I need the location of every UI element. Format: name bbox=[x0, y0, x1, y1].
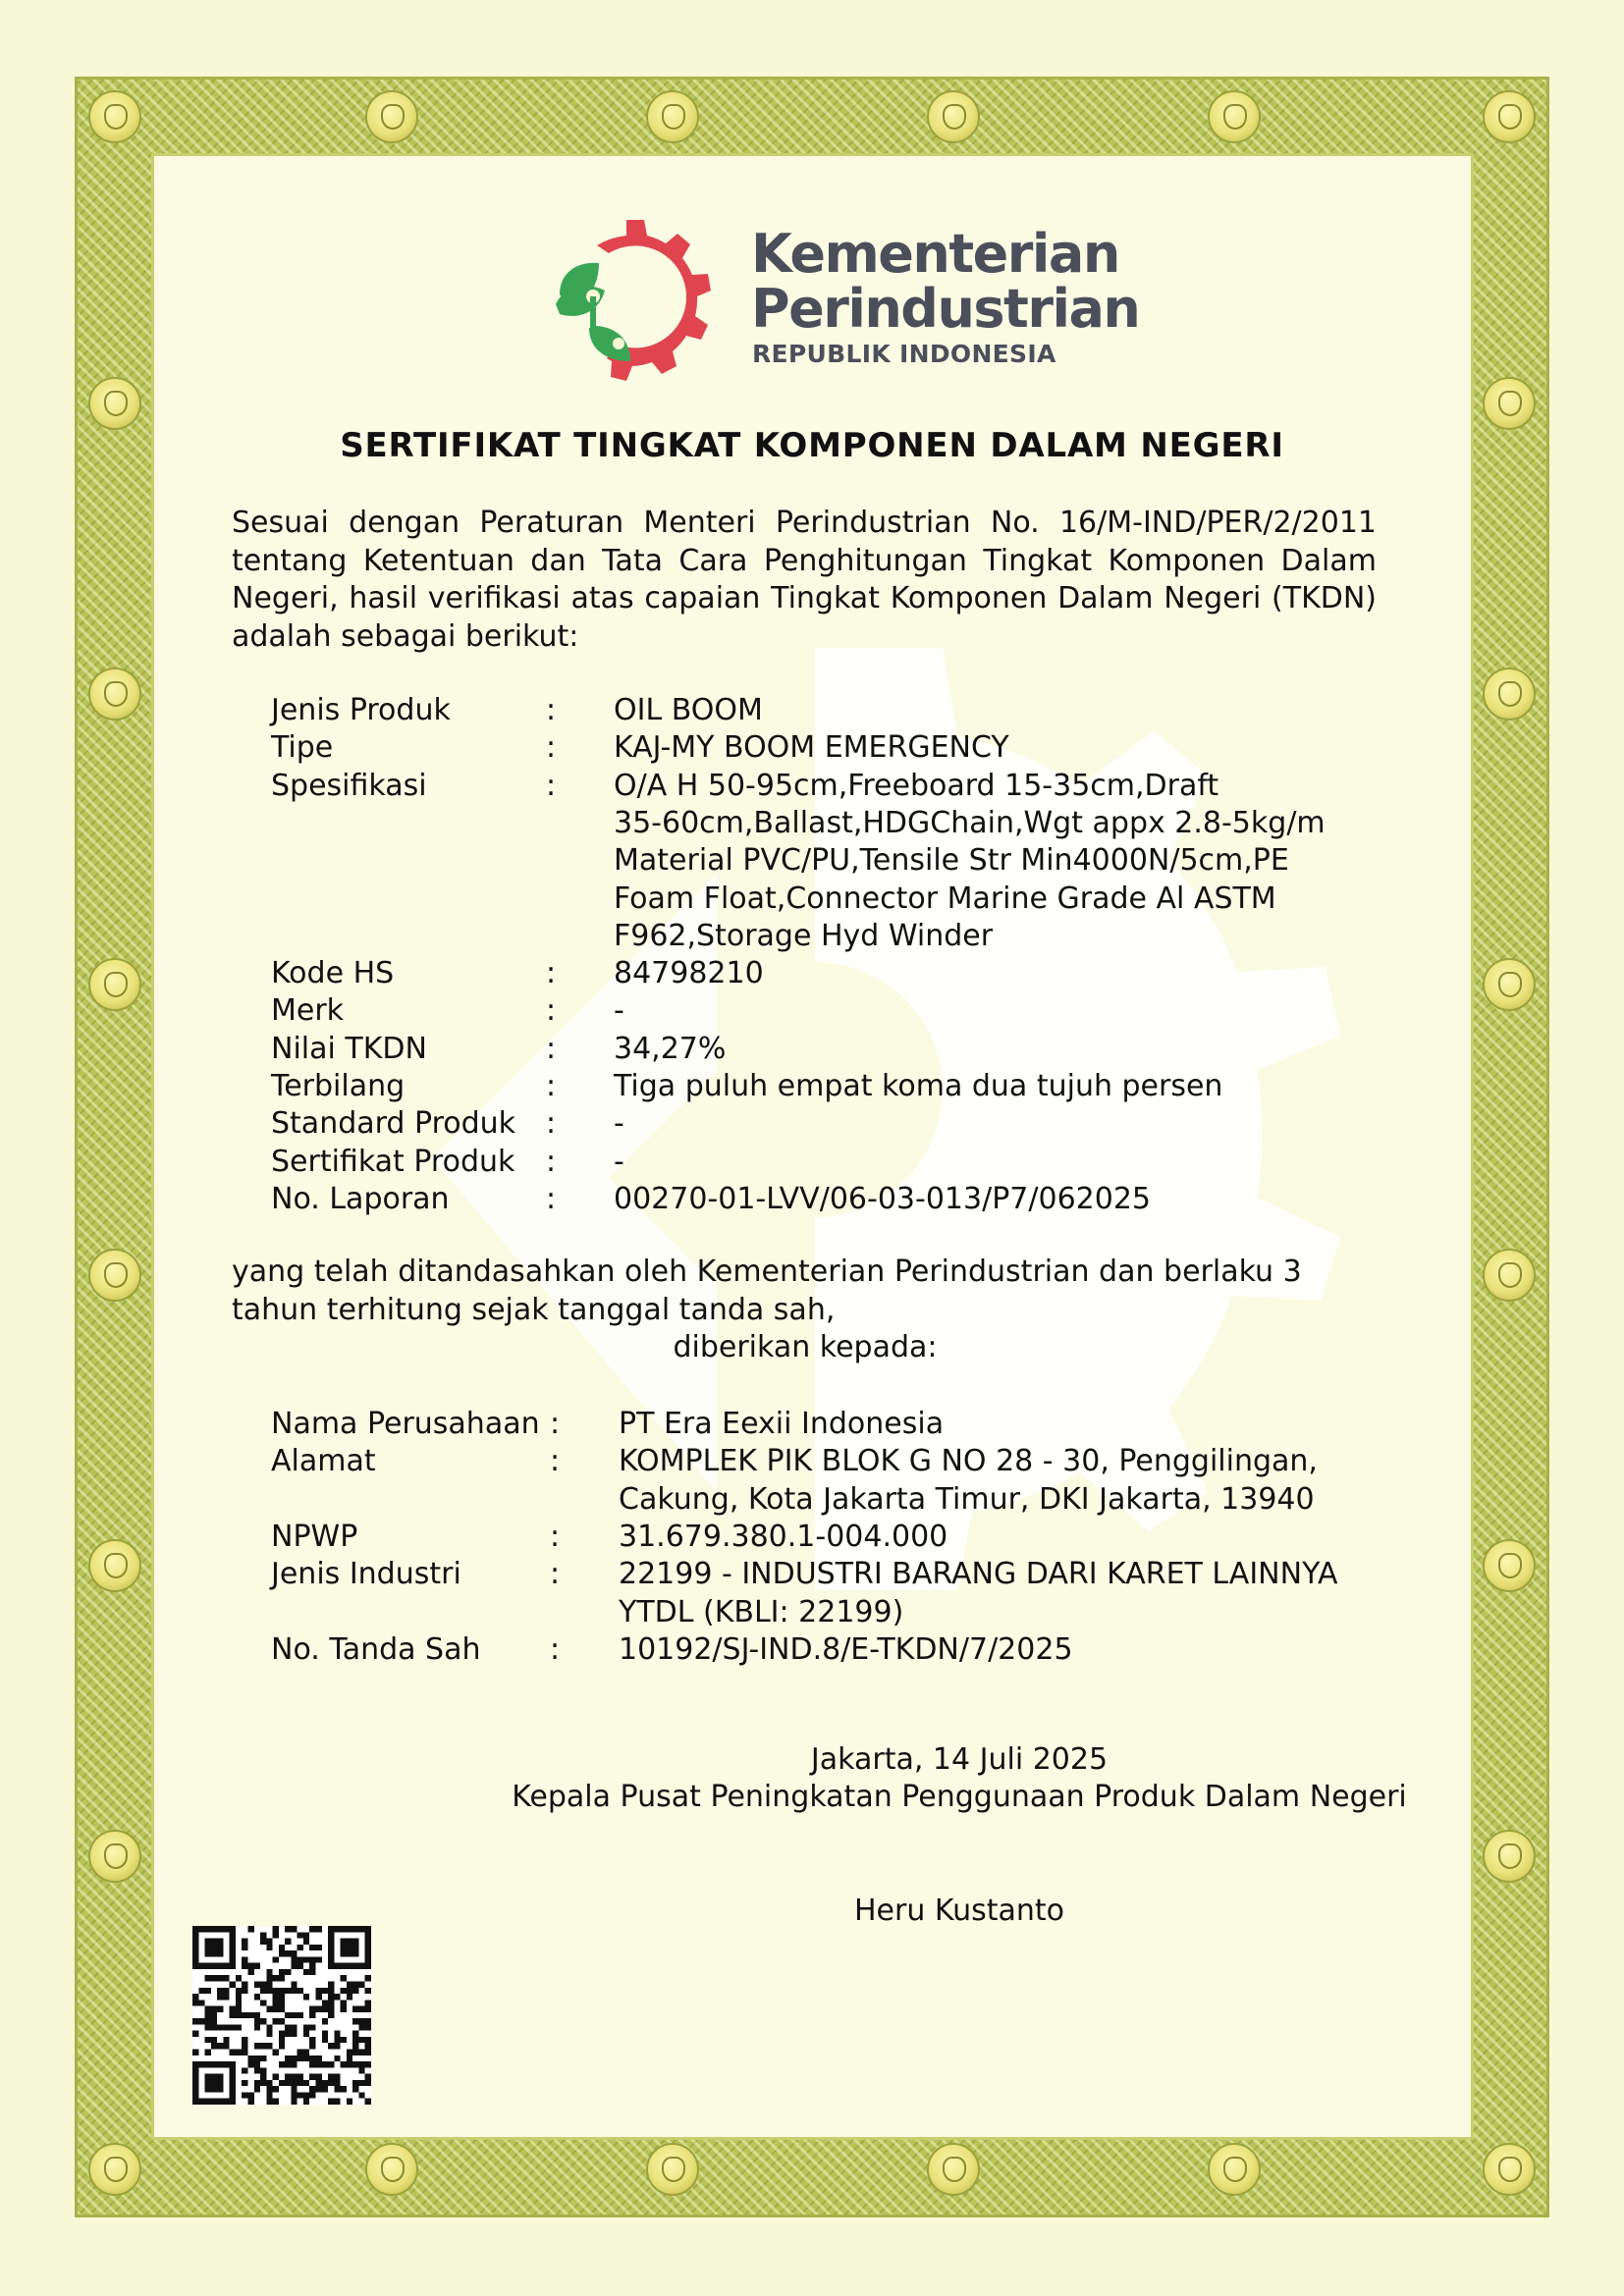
colon: : bbox=[546, 1106, 557, 1141]
logo-text-line1: Kementerian bbox=[751, 223, 1119, 285]
label-kode-hs: Kode HS bbox=[271, 956, 395, 990]
garuda-medallion-icon bbox=[1483, 1249, 1536, 1302]
value-nama-perusahaan: PT Era Eexii Indonesia bbox=[619, 1407, 945, 1441]
garuda-medallion-icon bbox=[365, 2143, 418, 2196]
colon: : bbox=[550, 1632, 561, 1667]
signature-position: Kepala Pusat Peningkatan Penggunaan Produk Dalam Negeri bbox=[512, 1780, 1407, 1814]
value-merk: - bbox=[614, 993, 624, 1028]
garuda-medallion-icon bbox=[1483, 2143, 1536, 2196]
colon: : bbox=[546, 730, 557, 765]
garuda-medallion-icon bbox=[1483, 377, 1536, 430]
colon: : bbox=[546, 993, 557, 1028]
label-standard-produk: Standard Produk bbox=[271, 1106, 516, 1141]
value-nilai-tkdn: 34,27% bbox=[614, 1032, 727, 1066]
garuda-medallion-icon bbox=[646, 90, 699, 143]
colon: : bbox=[546, 693, 557, 727]
garuda-medallion-icon bbox=[88, 1830, 141, 1883]
value-alamat-line: Cakung, Kota Jakarta Timur, DKI Jakarta, 13940 bbox=[619, 1482, 1315, 1517]
colon: : bbox=[546, 1069, 557, 1103]
ministry-emblem-icon bbox=[550, 214, 736, 391]
logo-text-line2: Perindustrian bbox=[751, 278, 1140, 340]
label-tipe: Tipe bbox=[271, 730, 334, 765]
garuda-medallion-icon bbox=[88, 2143, 141, 2196]
garuda-medallion-icon bbox=[1483, 1539, 1536, 1592]
value-no-laporan: 00270-01-LVV/06-03-013/P7/062025 bbox=[614, 1182, 1152, 1216]
certificate-title: SERTIFIKAT TINGKAT KOMPONEN DALAM NEGERI bbox=[340, 426, 1284, 465]
garuda-medallion-icon bbox=[927, 2143, 980, 2196]
value-kode-hs: 84798210 bbox=[614, 956, 764, 990]
colon: : bbox=[546, 1145, 557, 1179]
label-spesifikasi: Spesifikasi bbox=[271, 769, 427, 803]
colon: : bbox=[546, 1182, 557, 1216]
garuda-medallion-icon bbox=[1208, 90, 1261, 143]
value-jenis-industri-line: YTDL (KBLI: 22199) bbox=[619, 1595, 904, 1629]
value-standard-produk: - bbox=[614, 1106, 624, 1141]
label-nama-perusahaan: Nama Perusahaan bbox=[271, 1407, 540, 1441]
value-alamat-line: KOMPLEK PIK BLOK G NO 28 - 30, Penggilingan, bbox=[619, 1444, 1318, 1478]
value-tipe: KAJ-MY BOOM EMERGENCY bbox=[614, 730, 1009, 765]
colon: : bbox=[546, 1032, 557, 1066]
validity-paragraph: yang telah ditandasahkan oleh Kementerian Perindustrian dan berlaku 3 tahun terhitung sejak tanggal tanda sah, bbox=[232, 1255, 1302, 1327]
label-jenis-produk: Jenis Produk bbox=[271, 693, 451, 727]
intro-paragraph: Sesuai dengan Peraturan Menteri Perindustrian No. 16/M-IND/PER/2/2011 tentang Ketentuan dan Tata Cara Penghitungan Tingkat Komponen Dalam Negeri, hasil verifikasi atas capaian Tingkat Komponen Dalam Negeri (TKDN) adalah sebagai berikut: bbox=[232, 506, 1377, 654]
garuda-medallion-icon bbox=[88, 90, 141, 143]
value-spesifikasi-line: Material PVC/PU,Tensile Str Min4000N/5cm,PE bbox=[614, 843, 1289, 878]
garuda-medallion-icon bbox=[646, 2143, 699, 2196]
garuda-medallion-icon bbox=[1483, 90, 1536, 143]
value-spesifikasi-line: O/A H 50-95cm,Freeboard 15-35cm,Draft bbox=[614, 769, 1219, 803]
qr-code-icon[interactable] bbox=[192, 1926, 371, 2105]
value-terbilang: Tiga puluh empat koma dua tujuh persen bbox=[614, 1069, 1223, 1103]
label-no-tanda-sah: No. Tanda Sah bbox=[271, 1632, 481, 1667]
garuda-medallion-icon bbox=[88, 377, 141, 430]
colon: : bbox=[550, 1520, 561, 1554]
label-merk: Merk bbox=[271, 993, 345, 1028]
colon: : bbox=[550, 1557, 561, 1591]
garuda-medallion-icon bbox=[88, 667, 141, 721]
given-to-text: diberikan kepada: bbox=[673, 1330, 938, 1364]
label-no-laporan: No. Laporan bbox=[271, 1182, 450, 1216]
value-npwp: 31.679.380.1-004.000 bbox=[619, 1520, 948, 1554]
colon: : bbox=[550, 1444, 561, 1478]
value-no-tanda-sah: 10192/SJ-IND.8/E-TKDN/7/2025 bbox=[619, 1632, 1073, 1667]
garuda-medallion-icon bbox=[88, 1249, 141, 1302]
label-jenis-industri: Jenis Industri bbox=[271, 1557, 461, 1591]
garuda-medallion-icon bbox=[88, 958, 141, 1011]
label-nilai-tkdn: Nilai TKDN bbox=[271, 1032, 427, 1066]
garuda-medallion-icon bbox=[1483, 1830, 1536, 1883]
value-jenis-industri-line: 22199 - INDUSTRI BARANG DARI KARET LAINNYA bbox=[619, 1557, 1338, 1591]
value-sertifikat-produk: - bbox=[614, 1145, 624, 1179]
value-spesifikasi-line: 35-60cm,Ballast,HDGChain,Wgt appx 2.8-5kg/m bbox=[614, 806, 1326, 840]
logo-text-line3: REPUBLIK INDONESIA bbox=[752, 340, 1056, 368]
label-sertifikat-produk: Sertifikat Produk bbox=[271, 1145, 515, 1179]
garuda-medallion-icon bbox=[1208, 2143, 1261, 2196]
garuda-medallion-icon bbox=[88, 1539, 141, 1592]
label-npwp: NPWP bbox=[271, 1520, 358, 1554]
garuda-medallion-icon bbox=[927, 90, 980, 143]
garuda-medallion-icon bbox=[365, 90, 418, 143]
value-jenis-produk: OIL BOOM bbox=[614, 693, 763, 727]
garuda-medallion-icon bbox=[1483, 958, 1536, 1011]
signature-name: Heru Kustanto bbox=[854, 1894, 1064, 1928]
signature-place-date: Jakarta, 14 Juli 2025 bbox=[810, 1742, 1109, 1777]
label-alamat: Alamat bbox=[271, 1444, 376, 1478]
colon: : bbox=[546, 769, 557, 803]
label-terbilang: Terbilang bbox=[271, 1069, 406, 1103]
value-spesifikasi-line: Foam Float,Connector Marine Grade Al ASTM bbox=[614, 881, 1276, 916]
garuda-medallion-icon bbox=[1483, 667, 1536, 721]
colon: : bbox=[546, 956, 557, 990]
ministry-logo bbox=[550, 214, 1140, 391]
colon: : bbox=[550, 1407, 561, 1441]
value-spesifikasi-line: F962,Storage Hyd Winder bbox=[614, 919, 994, 953]
